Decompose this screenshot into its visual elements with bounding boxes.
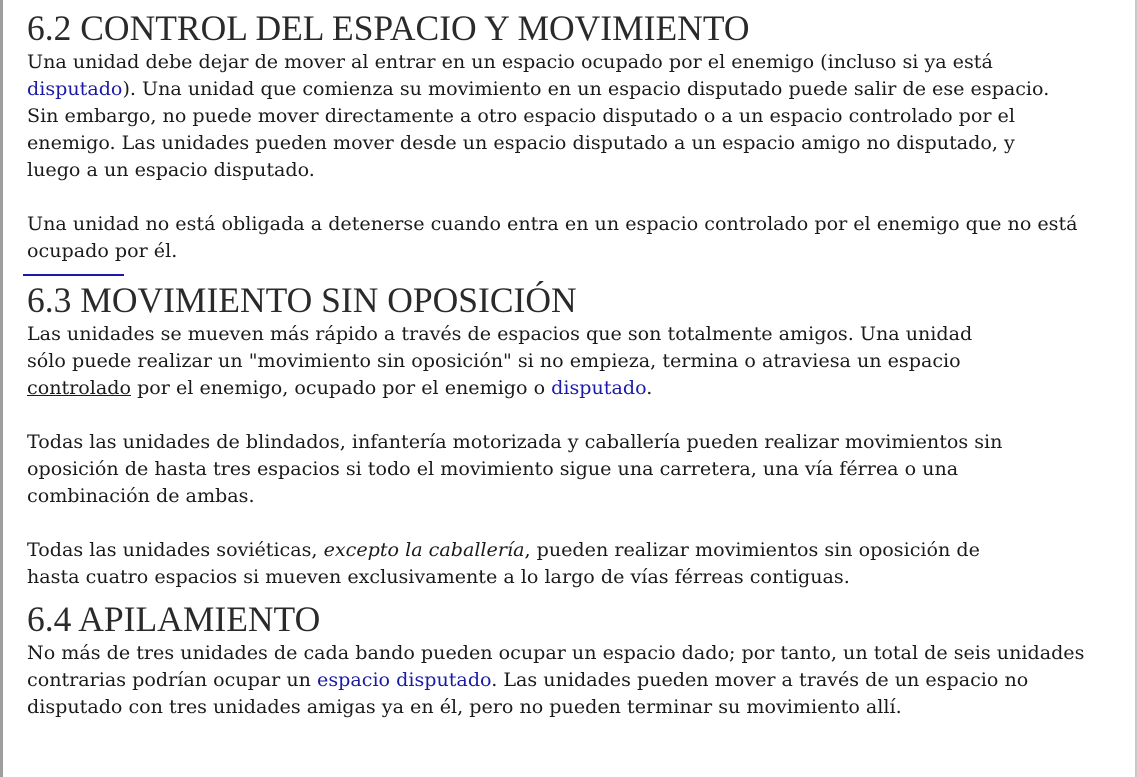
disputado-link[interactable]: disputado bbox=[551, 376, 647, 399]
text-line: No más de tres unidades de cada bando pueden ocupar un espacio dado; por tanto, un total de seis unidades bbox=[27, 641, 1085, 664]
section-6-4-heading: 6.4 APILAMIENTO bbox=[27, 599, 321, 639]
text-line: combinación de ambas. bbox=[27, 484, 255, 507]
text-line: Una unidad debe dejar de mover al entrar en un espacio ocupado por el enemigo (incluso si ya está bbox=[27, 50, 993, 73]
section-6-2-paragraph-2 bbox=[27, 210, 1127, 264]
text-line: Una unidad no está obligada a detenerse cuando entra en un espacio controlado por el enemigo que no está bbox=[27, 212, 1078, 235]
text-line: sólo puede realizar un "movimiento sin oposición" si no empieza, termina o atraviesa un espacio bbox=[27, 349, 961, 372]
section-6-4-paragraph-1 bbox=[27, 639, 1127, 720]
text-line: oposición de hasta tres espacios si todo el movimiento sigue una carretera, una vía férrea o una bbox=[27, 457, 959, 480]
text-line: . Las unidades pueden mover a través de un espacio no bbox=[491, 668, 1029, 691]
text-line: luego a un espacio disputado. bbox=[27, 158, 315, 181]
controlado-term: controlado bbox=[27, 376, 131, 399]
section-6-3-heading: 6.3 MOVIMIENTO SIN OPOSICIÓN bbox=[27, 280, 577, 320]
disputado-link[interactable]: disputado bbox=[27, 77, 123, 100]
text-line: enemigo. Las unidades pueden mover desde un espacio disputado a un espacio amigo no disputado, y bbox=[27, 131, 1015, 154]
section-6-2-paragraph-1 bbox=[27, 48, 1127, 183]
section-6-2-heading: 6.2 CONTROL DEL ESPACIO Y MOVIMIENTO bbox=[27, 8, 750, 48]
text-line: Todas las unidades de blindados, infantería motorizada y caballería pueden realizar movimientos sin bbox=[27, 430, 1003, 453]
text-line: hasta cuatro espacios si mueven exclusivamente a lo largo de vías férreas contiguas. bbox=[27, 565, 850, 588]
text-line: Todas las unidades soviéticas, bbox=[27, 538, 324, 561]
text-line: Sin embargo, no puede mover directamente a otro espacio disputado o a un espacio controlado por el bbox=[27, 104, 1015, 127]
section-6-3-paragraph-2 bbox=[27, 428, 1127, 509]
text-line: ). Una unidad que comienza su movimiento en un espacio disputado puede salir de ese espacio. bbox=[122, 77, 1050, 100]
period: . bbox=[646, 376, 653, 399]
section-divider bbox=[23, 274, 124, 276]
text-line: por el enemigo, ocupado por el enemigo o bbox=[131, 376, 552, 399]
text-line: ocupado por él. bbox=[27, 239, 178, 262]
text-line: Las unidades se mueven más rápido a través de espacios que son totalmente amigos. Una unidad bbox=[27, 322, 973, 345]
section-6-3-paragraph-1 bbox=[27, 320, 1127, 401]
text-line: contrarias podrían ocupar un bbox=[27, 668, 318, 691]
left-page-border bbox=[0, 0, 3, 777]
text-line: , pueden realizar movimientos sin oposición de bbox=[524, 538, 980, 561]
espacio-disputado-link[interactable]: espacio disputado bbox=[317, 668, 492, 691]
emphasis-text: excepto la caballería bbox=[323, 538, 525, 561]
document-page bbox=[27, 8, 1127, 720]
text-line: disputado con tres unidades amigas ya en él, pero no pueden terminar su movimiento allí. bbox=[27, 695, 902, 718]
section-6-3-paragraph-3 bbox=[27, 536, 1127, 590]
